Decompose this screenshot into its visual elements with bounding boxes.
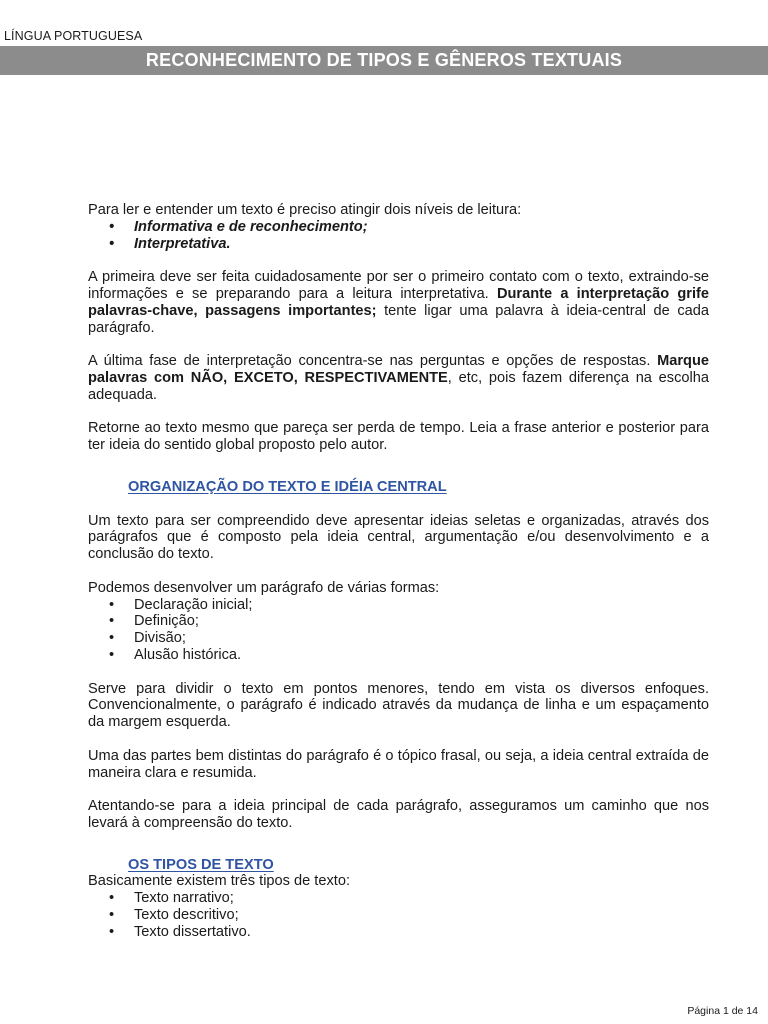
text-run: A última fase de interpretação concentra-se nas perguntas e opções de respostas. (88, 353, 658, 370)
paragraph-return: Retorne ao texto mesmo que pareça ser perda de tempo. Leia a frase anterior e posterior para ter ideia do sentido global proposto pelo autor. (88, 420, 709, 454)
subject-label: LÍNGUA PORTUGUESA (4, 29, 143, 43)
paragraph-last-phase (88, 353, 709, 403)
paragraph-organization: Um texto para ser compreendido deve apresentar ideias seletas e organizadas, através dos parágrafos que é composto pela ideia central, argumentação e/ou desenvolvimento e a conclusão do texto. (88, 512, 709, 563)
list-item: • Alusão histórica. (88, 647, 709, 664)
paragraph-first-phase (88, 269, 709, 336)
page-number: Página 1 de 14 (687, 1005, 758, 1017)
list-item: • Declaração inicial; (88, 597, 709, 614)
document-title: RECONHECIMENTO DE TIPOS E GÊNEROS TEXTUAIS (0, 46, 768, 75)
list-item: • Interpretativa. (88, 236, 709, 253)
list-item: • Texto narrativo; (88, 890, 709, 907)
reading-levels-list (88, 219, 709, 253)
paragraph-forms-lead: Podemos desenvolver um parágrafo de várias formas: (88, 579, 440, 596)
paragraph-types-lead: Basicamente existem três tipos de texto: (88, 873, 350, 890)
list-item: • Texto descritivo; (88, 907, 709, 924)
section-heading-text-types: OS TIPOS DE TEXTO (128, 856, 274, 873)
list-item: • Divisão; (88, 630, 709, 647)
list-item: • Definição; (88, 613, 709, 630)
section-heading-organization: ORGANIZAÇÃO DO TEXTO E IDÉIA CENTRAL (128, 478, 447, 495)
bold-text-run: Durante a interpretação grife palavras-chave, passagens importantes; (88, 285, 709, 319)
bold-text-run: Marque palavras com NÃO, EXCETO, RESPECTIVAMENTE (88, 353, 709, 386)
paragraph-forms-list (88, 597, 709, 664)
document-body (88, 202, 709, 941)
paragraph-topic-sentence: Uma das partes bem distintas do parágrafo é o tópico frasal, ou seja, a ideia central extraída de maneira clara e resumida. (88, 747, 709, 781)
text-run: tente ligar uma palavra à ideia-central de cada parágrafo. (88, 302, 709, 336)
text-run: , etc, pois fazem diferença na escolha adequada. (88, 369, 709, 403)
intro-lead: Para ler e entender um texto é preciso atingir dois níveis de leitura: (88, 202, 522, 218)
text-types-list (88, 890, 709, 940)
text-run: A primeira deve ser feita cuidadosamente por ser o primeiro contato com o texto, extraindo-se informações e se preparando para a leitura interpretativa. (88, 269, 709, 302)
list-item: • Informativa e de reconhecimento; (88, 219, 709, 236)
list-item: • Texto dissertativo. (88, 924, 709, 941)
paragraph-serve: Serve para dividir o texto em pontos menores, tendo em vista os diversos enfoques. Convencionalmente, o parágrafo é indicado através da mudança de linha e um espaçamento da margem esquerda. (88, 680, 709, 731)
paragraph-main-idea: Atentando-se para a ideia principal de cada parágrafo, asseguramos um caminho que nos levará à compreensão do texto. (88, 798, 709, 831)
